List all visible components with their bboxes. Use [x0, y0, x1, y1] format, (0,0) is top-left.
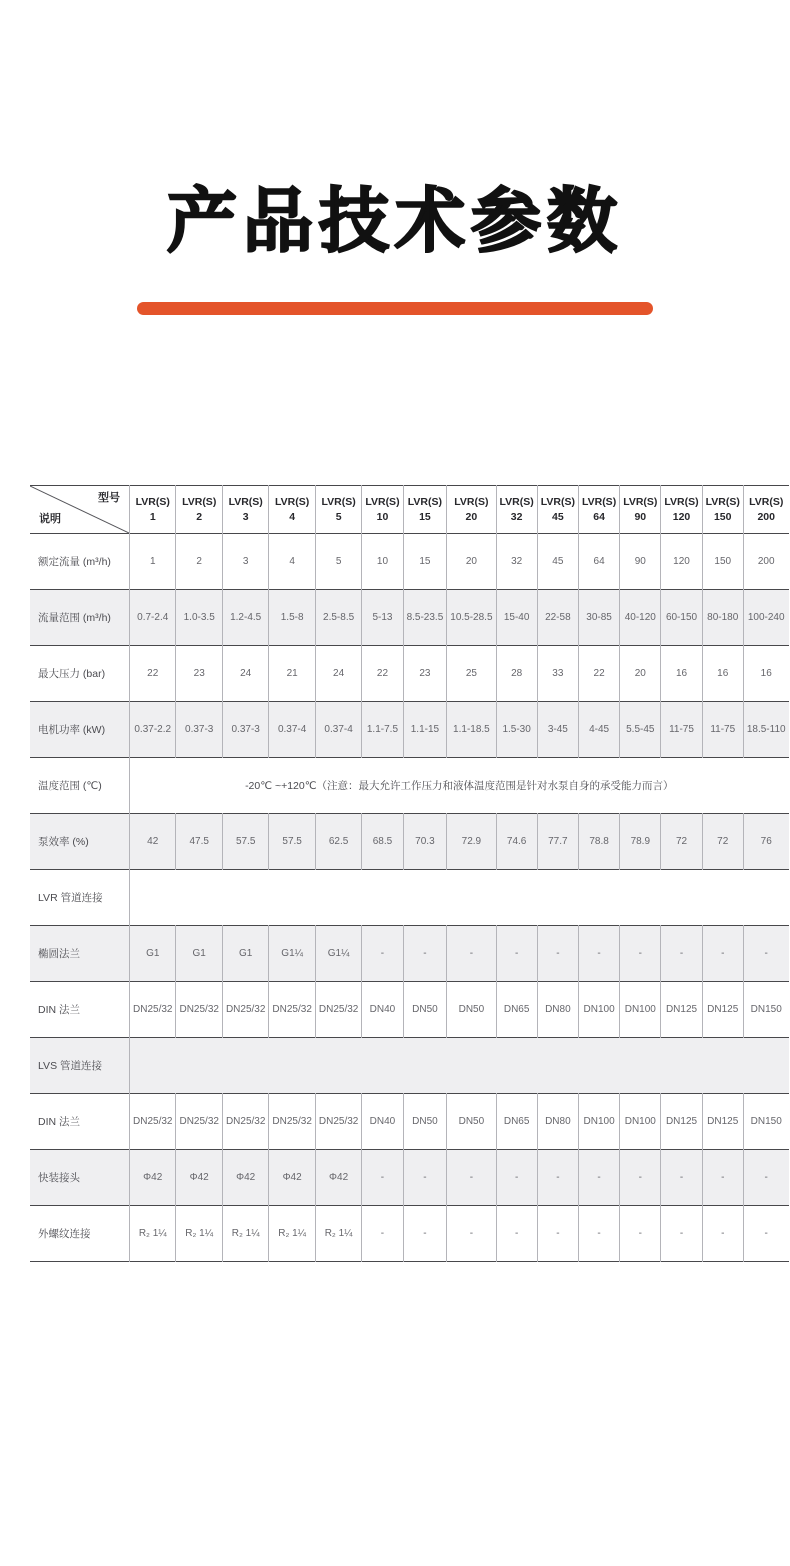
- row-label: 泵效率 (%): [38, 836, 89, 848]
- model-header: [403, 486, 447, 534]
- spec-cell: -: [578, 926, 619, 982]
- spec-cell: 1.0-3.5: [176, 590, 222, 646]
- model-size: 3: [242, 510, 249, 523]
- spec-table-body: [30, 534, 789, 1262]
- spec-cell: 72.9: [447, 814, 496, 870]
- spec-cell: -: [702, 1206, 743, 1262]
- spec-cell: 24: [315, 646, 361, 702]
- model-header: [702, 486, 743, 534]
- row-label: LVR 管道连接: [38, 892, 103, 904]
- model-series: LVR(S): [705, 496, 740, 509]
- spec-row: [30, 1094, 789, 1150]
- spec-cell: DN80: [537, 1094, 578, 1150]
- spec-cell: 0.37-3: [176, 702, 222, 758]
- spec-cell: DN25/32: [222, 982, 268, 1038]
- spec-cell: 8.5-23.5: [403, 590, 447, 646]
- spec-cell: DN150: [743, 982, 788, 1038]
- spec-cell: -: [620, 926, 661, 982]
- model-series: LVR(S): [228, 496, 263, 509]
- spec-cell: 1.1-15: [403, 702, 447, 758]
- spec-cell: 72: [702, 814, 743, 870]
- spec-cell: DN50: [447, 1094, 496, 1150]
- spec-cell: -: [403, 1150, 447, 1206]
- corner-cell: [30, 486, 130, 534]
- model-series: LVR(S): [321, 496, 356, 509]
- spec-cell: 100-240: [743, 590, 788, 646]
- spec-row: [30, 870, 789, 926]
- spec-cell: 78.9: [620, 814, 661, 870]
- spec-cell: R₂ 1¼: [269, 1206, 315, 1262]
- spec-cell: DN100: [620, 982, 661, 1038]
- model-size: 150: [713, 510, 732, 523]
- spec-cell: -: [661, 1206, 702, 1262]
- row-label: 温度范围 (℃): [38, 780, 102, 792]
- model-size: 32: [510, 510, 523, 523]
- model-header: [362, 486, 403, 534]
- spec-cell: R₂ 1¼: [315, 1206, 361, 1262]
- spec-cell: 45: [537, 534, 578, 590]
- row-label: 额定流量 (m³/h): [38, 556, 111, 568]
- row-label: DIN 法兰: [38, 1116, 80, 1128]
- spec-cell: -: [447, 1206, 496, 1262]
- spec-row: [30, 982, 789, 1038]
- model-header: [130, 486, 176, 534]
- spec-cell: DN25/32: [130, 1094, 176, 1150]
- model-series: LVR(S): [365, 496, 400, 509]
- model-size: 200: [757, 510, 775, 523]
- spec-row: [30, 1038, 789, 1094]
- corner-model-label: 型号: [98, 492, 120, 504]
- spec-cell: DN25/32: [269, 1094, 315, 1150]
- model-size: 4: [289, 510, 296, 523]
- spec-cell: 150: [702, 534, 743, 590]
- spec-cell: 47.5: [176, 814, 222, 870]
- spec-cell: 5-13: [362, 590, 403, 646]
- model-header: [447, 486, 496, 534]
- model-size: 20: [465, 510, 478, 523]
- spec-cell: 24: [222, 646, 268, 702]
- section-spacer-cell: [130, 1038, 789, 1094]
- model-size: 120: [672, 510, 691, 523]
- spec-cell: 0.37-3: [222, 702, 268, 758]
- spec-cell: DN40: [362, 1094, 403, 1150]
- spec-cell: DN25/32: [130, 982, 176, 1038]
- spec-cell: 0.37-4: [269, 702, 315, 758]
- spec-cell: Φ42: [130, 1150, 176, 1206]
- spec-table: [30, 485, 789, 1262]
- spec-table-head: [30, 486, 789, 534]
- spec-cell: DN50: [403, 1094, 447, 1150]
- model-series: LVR(S): [135, 496, 170, 509]
- spec-cell: G1¼: [315, 926, 361, 982]
- model-header: [578, 486, 619, 534]
- spec-cell: 200: [743, 534, 788, 590]
- spec-cell: Φ42: [315, 1150, 361, 1206]
- spec-cell: 1.5-30: [496, 702, 537, 758]
- spec-cell: 11-75: [702, 702, 743, 758]
- spec-cell: -: [743, 1150, 788, 1206]
- spec-cell: 40-120: [620, 590, 661, 646]
- spec-cell: DN100: [620, 1094, 661, 1150]
- merged-note-cell: -20℃ ~+120℃（注意：最大允许工作压力和液体温度范围是针对水泵自身的承受能力而言）: [130, 758, 789, 814]
- row-label: 外螺纹连接: [38, 1228, 91, 1240]
- spec-cell: -: [403, 1206, 447, 1262]
- spec-cell: DN25/32: [176, 982, 222, 1038]
- spec-cell: DN25/32: [315, 1094, 361, 1150]
- model-series: LVR(S): [275, 496, 310, 509]
- spec-cell: Φ42: [269, 1150, 315, 1206]
- row-label: 椭圆法兰: [38, 948, 80, 960]
- spec-table-container: [30, 485, 786, 1262]
- model-series: LVR(S): [540, 496, 575, 509]
- page-title: 产品技术参数: [167, 182, 623, 260]
- spec-cell: DN25/32: [269, 982, 315, 1038]
- spec-cell: 1.1-7.5: [362, 702, 403, 758]
- spec-cell: 4-45: [578, 702, 619, 758]
- row-label: 流量范围 (m³/h): [38, 612, 111, 624]
- spec-cell: 64: [578, 534, 619, 590]
- spec-cell: DN125: [661, 1094, 702, 1150]
- model-size: 45: [552, 510, 564, 523]
- spec-cell: 33: [537, 646, 578, 702]
- model-series: LVR(S): [623, 496, 658, 509]
- spec-cell: 22: [362, 646, 403, 702]
- spec-row: [30, 1150, 789, 1206]
- spec-cell: 68.5: [362, 814, 403, 870]
- spec-cell: 22: [130, 646, 176, 702]
- spec-cell: G1¼: [269, 926, 315, 982]
- spec-cell: DN65: [496, 1094, 537, 1150]
- model-size: 5: [335, 510, 342, 523]
- spec-cell: 60-150: [661, 590, 702, 646]
- spec-row: [30, 758, 789, 814]
- spec-cell: 3-45: [537, 702, 578, 758]
- row-label: 电机功率 (kW): [38, 724, 106, 736]
- spec-cell: 21: [269, 646, 315, 702]
- accent-underline-bar: [137, 302, 653, 315]
- spec-cell: Φ42: [222, 1150, 268, 1206]
- spec-row: [30, 702, 789, 758]
- model-size: 10: [376, 510, 389, 523]
- spec-cell: 2.5-8.5: [315, 590, 361, 646]
- spec-cell: -: [578, 1150, 619, 1206]
- spec-cell: -: [362, 1150, 403, 1206]
- spec-cell: -: [403, 926, 447, 982]
- spec-cell: R₂ 1¼: [222, 1206, 268, 1262]
- spec-cell: 57.5: [222, 814, 268, 870]
- spec-cell: 1: [130, 534, 176, 590]
- model-header: [176, 486, 222, 534]
- spec-cell: 20: [447, 534, 496, 590]
- spec-cell: 77.7: [537, 814, 578, 870]
- spec-cell: 57.5: [269, 814, 315, 870]
- spec-cell: DN25/32: [176, 1094, 222, 1150]
- spec-cell: 22: [578, 646, 619, 702]
- spec-cell: G1: [176, 926, 222, 982]
- spec-cell: 11-75: [661, 702, 702, 758]
- model-series: LVR(S): [749, 496, 784, 509]
- row-label: 快装接头: [38, 1172, 80, 1184]
- spec-row: [30, 814, 789, 870]
- model-series: LVR(S): [499, 496, 534, 509]
- spec-cell: 5.5-45: [620, 702, 661, 758]
- spec-cell: R₂ 1¼: [130, 1206, 176, 1262]
- spec-cell: -: [743, 926, 788, 982]
- model-series: LVR(S): [581, 496, 617, 509]
- spec-cell: DN100: [578, 1094, 619, 1150]
- spec-cell: DN150: [743, 1094, 788, 1150]
- spec-cell: 42: [130, 814, 176, 870]
- spec-cell: 15-40: [496, 590, 537, 646]
- spec-row: [30, 534, 789, 590]
- model-header: [743, 486, 788, 534]
- spec-cell: 70.3: [403, 814, 447, 870]
- spec-cell: 5: [315, 534, 361, 590]
- spec-cell: 10: [362, 534, 403, 590]
- spec-cell: 28: [496, 646, 537, 702]
- spec-cell: 78.8: [578, 814, 619, 870]
- spec-cell: Φ42: [176, 1150, 222, 1206]
- model-size: 90: [634, 510, 647, 523]
- spec-cell: -: [620, 1150, 661, 1206]
- spec-cell: 72: [661, 814, 702, 870]
- model-series: LVR(S): [664, 496, 699, 509]
- spec-cell: -: [537, 1206, 578, 1262]
- spec-cell: -: [496, 926, 537, 982]
- spec-cell: 1.5-8: [269, 590, 315, 646]
- model-series: LVR(S): [454, 496, 489, 509]
- spec-cell: -: [661, 1150, 702, 1206]
- section-spacer-cell: [130, 870, 789, 926]
- spec-cell: 25: [447, 646, 496, 702]
- spec-cell: 0.37-4: [315, 702, 361, 758]
- spec-cell: DN125: [661, 982, 702, 1038]
- spec-cell: G1: [222, 926, 268, 982]
- spec-cell: 80-180: [702, 590, 743, 646]
- spec-cell: 90: [620, 534, 661, 590]
- model-header: [496, 486, 537, 534]
- row-label: LVS 管道连接: [38, 1060, 102, 1072]
- spec-row: [30, 590, 789, 646]
- spec-cell: 16: [743, 646, 788, 702]
- spec-cell: -: [447, 1150, 496, 1206]
- model-series: LVR(S): [407, 496, 443, 509]
- model-size: 1: [149, 510, 156, 523]
- spec-cell: 3: [222, 534, 268, 590]
- spec-cell: DN100: [578, 982, 619, 1038]
- spec-cell: 22-58: [537, 590, 578, 646]
- model-size: 2: [196, 510, 203, 523]
- spec-row: [30, 1206, 789, 1262]
- spec-cell: DN65: [496, 982, 537, 1038]
- spec-cell: 4: [269, 534, 315, 590]
- spec-cell: 10.5-28.5: [447, 590, 496, 646]
- model-header: [537, 486, 578, 534]
- model-series: LVR(S): [182, 496, 217, 509]
- spec-cell: 74.6: [496, 814, 537, 870]
- model-size: 64: [593, 510, 605, 523]
- spec-cell: -: [537, 926, 578, 982]
- spec-cell: 15: [403, 534, 447, 590]
- spec-cell: DN125: [702, 1094, 743, 1150]
- spec-cell: 18.5-110: [743, 702, 788, 758]
- spec-cell: 2: [176, 534, 222, 590]
- spec-cell: G1: [130, 926, 176, 982]
- spec-cell: 16: [702, 646, 743, 702]
- spec-cell: R₂ 1¼: [176, 1206, 222, 1262]
- spec-cell: -: [661, 926, 702, 982]
- spec-row: [30, 926, 789, 982]
- spec-cell: 16: [661, 646, 702, 702]
- spec-cell: -: [537, 1150, 578, 1206]
- spec-cell: 76: [743, 814, 788, 870]
- row-label: 最大压力 (bar): [38, 668, 106, 680]
- spec-cell: DN25/32: [315, 982, 361, 1038]
- spec-cell: -: [743, 1206, 788, 1262]
- spec-cell: -: [447, 926, 496, 982]
- spec-cell: -: [702, 926, 743, 982]
- spec-cell: 0.37-2.2: [130, 702, 176, 758]
- model-header: [222, 486, 268, 534]
- model-header: [620, 486, 661, 534]
- spec-cell: -: [578, 1206, 619, 1262]
- spec-cell: 23: [176, 646, 222, 702]
- spec-cell: 120: [661, 534, 702, 590]
- spec-cell: -: [362, 1206, 403, 1262]
- spec-cell: 30-85: [578, 590, 619, 646]
- spec-cell: DN50: [403, 982, 447, 1038]
- model-header: [315, 486, 361, 534]
- spec-cell: DN40: [362, 982, 403, 1038]
- spec-cell: 32: [496, 534, 537, 590]
- spec-cell: DN50: [447, 982, 496, 1038]
- spec-cell: 0.7-2.4: [130, 590, 176, 646]
- spec-cell: 1.1-18.5: [447, 702, 496, 758]
- corner-desc-label: 说明: [39, 513, 61, 526]
- spec-row: [30, 646, 789, 702]
- spec-cell: 20: [620, 646, 661, 702]
- row-label: DIN 法兰: [38, 1004, 80, 1016]
- model-header: [269, 486, 315, 534]
- spec-cell: 23: [403, 646, 447, 702]
- spec-cell: -: [620, 1206, 661, 1262]
- model-size: 15: [419, 510, 431, 523]
- spec-cell: DN25/32: [222, 1094, 268, 1150]
- spec-cell: 62.5: [315, 814, 361, 870]
- spec-cell: -: [496, 1150, 537, 1206]
- spec-cell: -: [702, 1150, 743, 1206]
- model-header: [661, 486, 702, 534]
- spec-cell: DN80: [537, 982, 578, 1038]
- spec-cell: -: [496, 1206, 537, 1262]
- spec-cell: 1.2-4.5: [222, 590, 268, 646]
- spec-cell: -: [362, 926, 403, 982]
- spec-cell: DN125: [702, 982, 743, 1038]
